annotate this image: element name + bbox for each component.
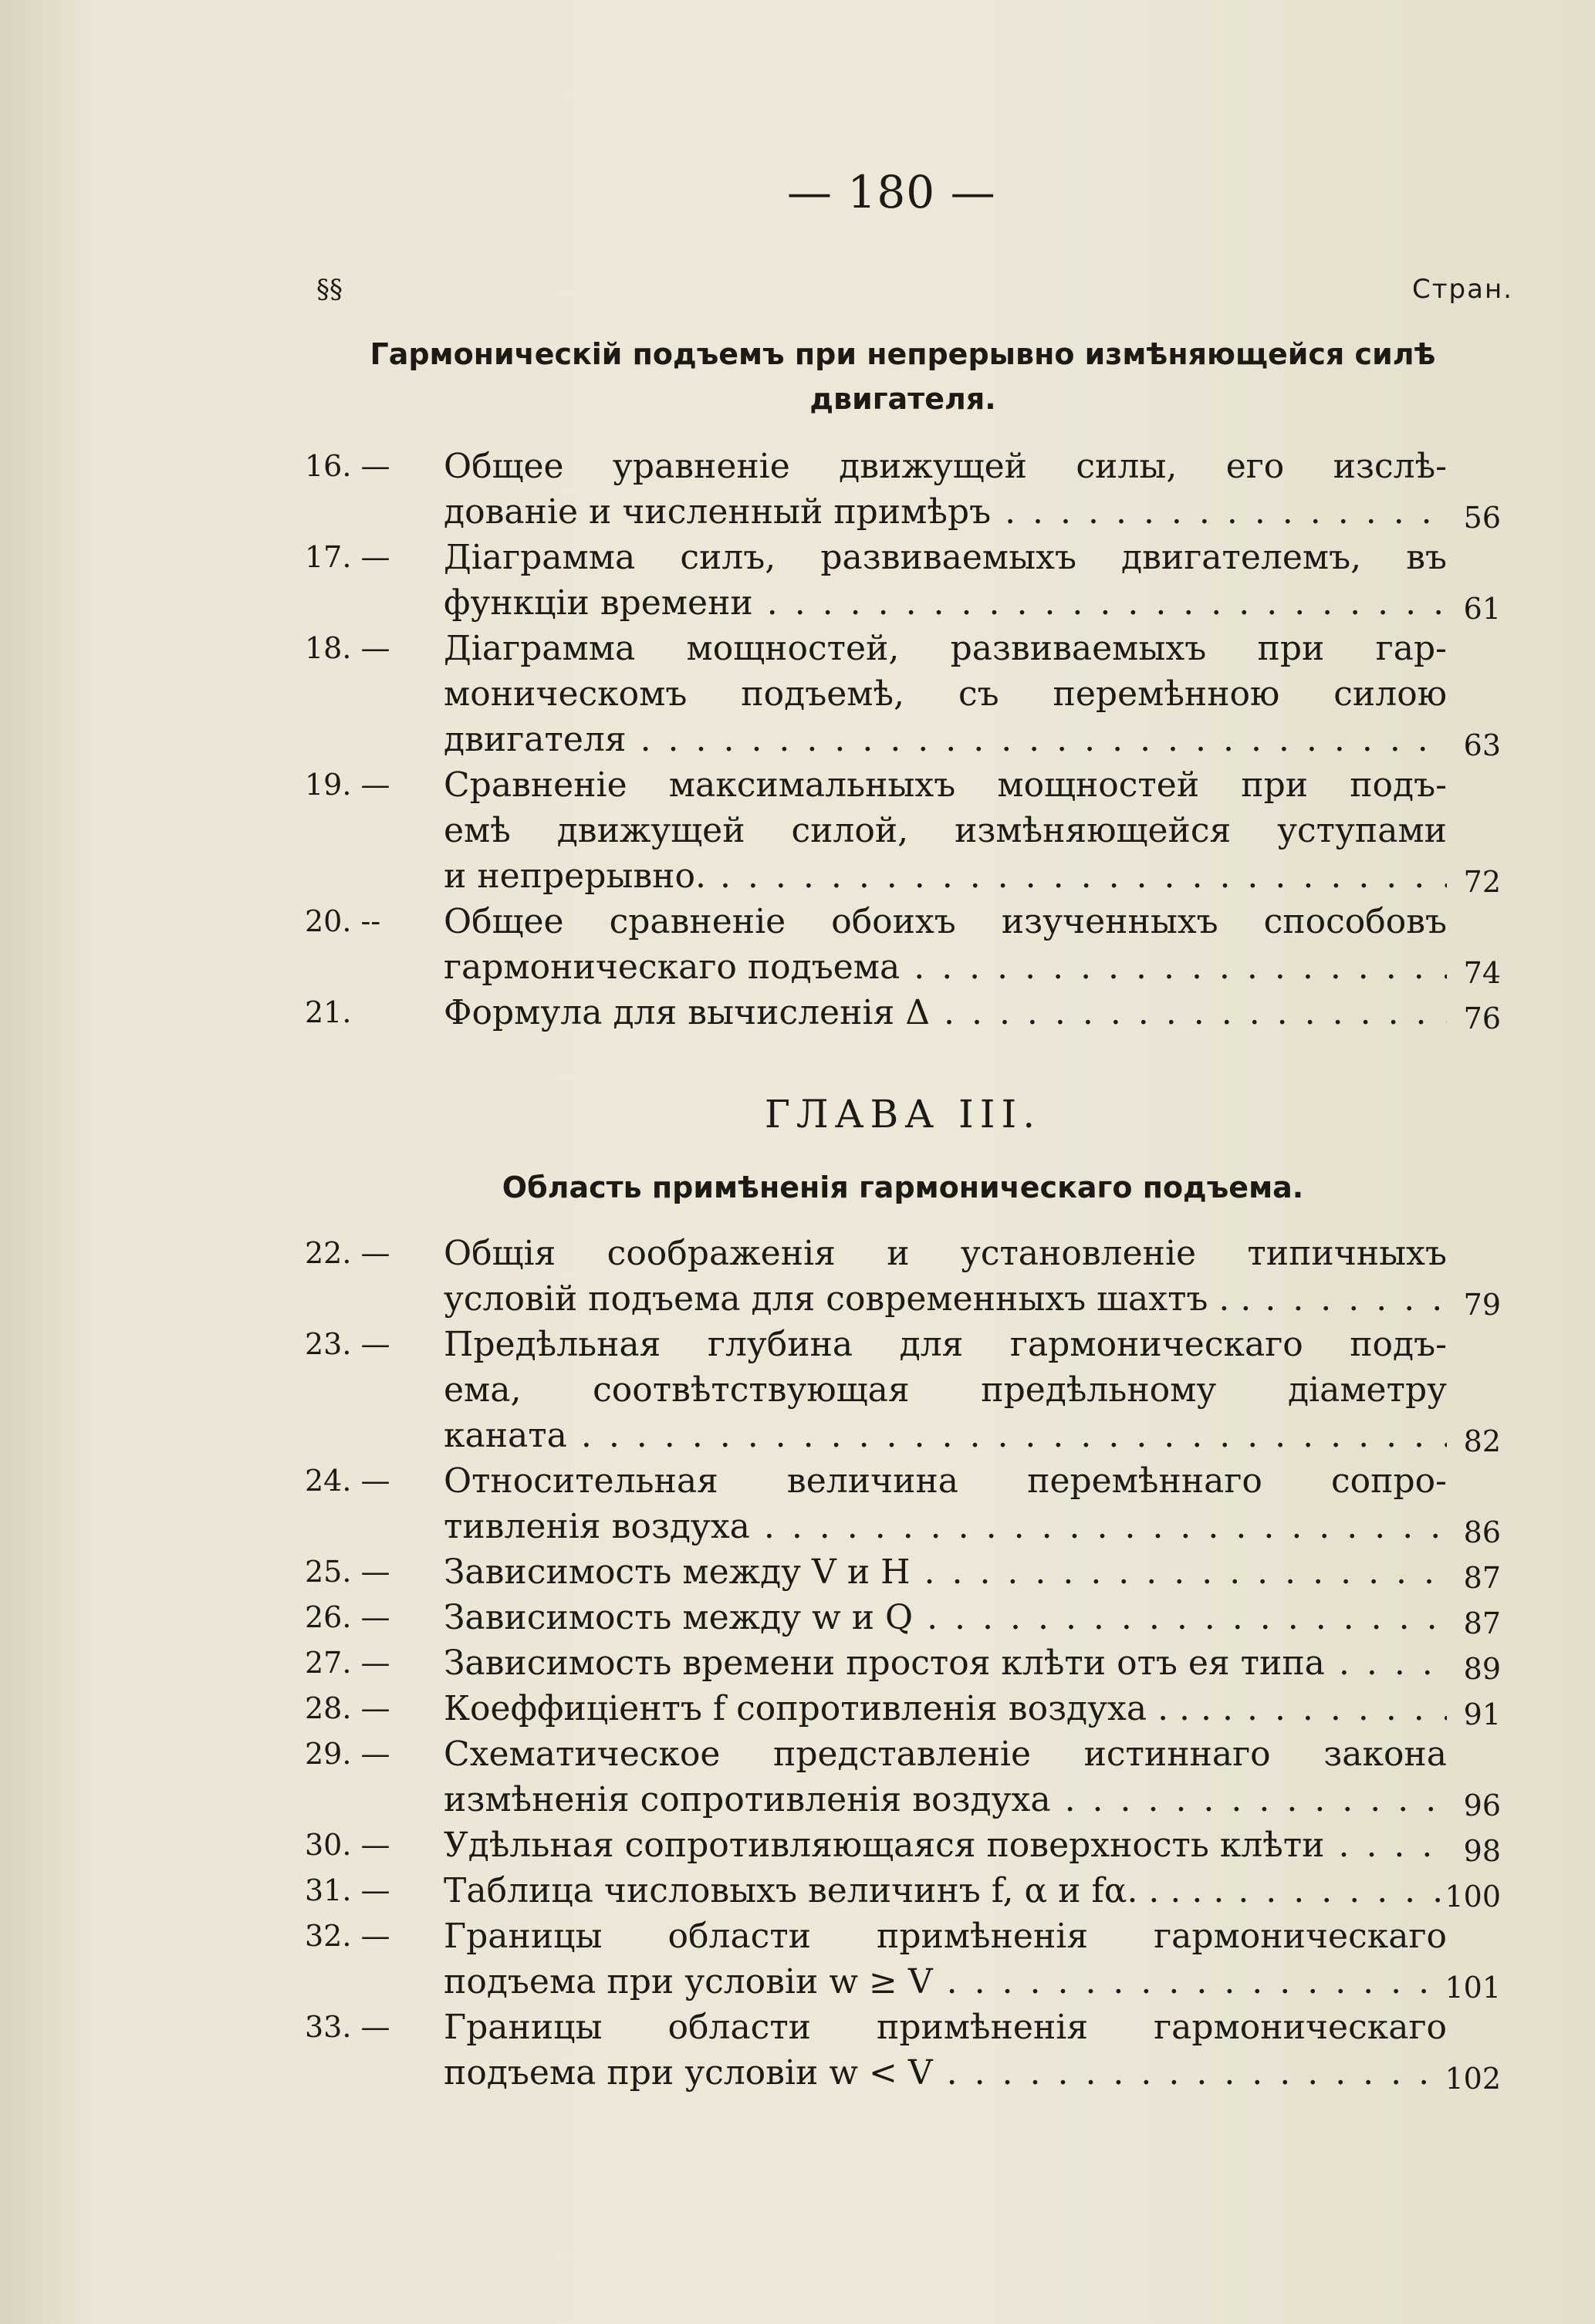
toc-entry-number: 23. — (305, 1327, 390, 1361)
toc-entry (305, 1868, 1509, 1914)
toc-entry-line: тивленія воздуха . . . (444, 1504, 1447, 1549)
toc-entry-number: 27. — (305, 1646, 390, 1680)
toc-entry-page: 63 (1463, 728, 1501, 762)
toc-entry-number: 33. — (305, 2010, 390, 2044)
toc-entry-number: 26. — (305, 1600, 390, 1634)
toc-entry-page: 56 (1463, 501, 1501, 535)
toc-entry (305, 1458, 1509, 1549)
toc-entry (305, 1549, 1509, 1595)
toc-entry-number: 20. -- (305, 904, 381, 938)
toc-entry (305, 535, 1509, 626)
toc-entry-line: Общія соображенія и установленіе типичныхъ (444, 1234, 1447, 1273)
toc-entry-number: 30. — (305, 1828, 390, 1862)
toc-entry-title (444, 1595, 1447, 1640)
toc-entry-title (444, 626, 1447, 762)
toc-entry-title (444, 990, 1447, 1035)
section-title: Область примѣненія гармоническаго подъема. (502, 1170, 1304, 1204)
toc-entry-line: каната . . . (444, 1413, 1447, 1458)
toc-entry-page: 89 (1463, 1652, 1501, 1686)
toc-entry-line: дованіе и численный примѣръ . . . (444, 489, 1447, 535)
toc-entry-number: 21. (305, 995, 352, 1029)
toc-entry-title (444, 1640, 1447, 1686)
toc-entry-line: Границы области примѣненія гармоническаго (444, 1917, 1447, 1956)
toc-entry-page: 61 (1463, 592, 1501, 626)
toc-entry-line: Общее уравненіе движущей силы, его изслѣ- (444, 447, 1447, 486)
section-title-line: двигателя. (809, 382, 996, 416)
toc-entry-number: 28. — (305, 1691, 390, 1725)
section-title (332, 332, 1474, 421)
toc-entry-line: Границы области примѣненія гармоническаго (444, 2008, 1447, 2047)
toc-entry-line: функціи времени . . . (444, 580, 1447, 626)
toc-entry-page: 102 (1445, 2062, 1501, 2096)
toc-entry-line: Предѣльная глубина для гармоническаго подъ- (444, 1325, 1447, 1364)
toc-entry-line: Формула для вычисленія Δ . . . (444, 990, 1447, 1035)
toc-entry-line: Общее сравненіе обоихъ изученныхъ способовъ (444, 902, 1447, 941)
toc-entry-title (444, 444, 1447, 535)
toc-entry-line: подъема при условіи w < V . . . (444, 2050, 1447, 2096)
chapter-title: ГЛАВА III. (764, 1092, 1042, 1137)
toc-entry-title (444, 1458, 1447, 1549)
toc-entry-page: 72 (1463, 865, 1501, 899)
toc-entry (305, 2005, 1509, 2096)
toc-entry-line: и непрерывно. . . . (444, 853, 1447, 899)
toc-entry (305, 1231, 1509, 1322)
toc-entry-line: Таблица числовыхъ величинъ f, α и fα. . . . . . . . (444, 1868, 1447, 1914)
toc-entry-number: 18. — (305, 631, 390, 665)
toc-entry-line: Сравненіе максимальныхъ мощностей при подъ- (444, 765, 1447, 805)
toc-entry-number: 17. — (305, 540, 390, 574)
toc-entry-page: 101 (1445, 1971, 1501, 2005)
toc-entry-line: подъема при условіи w ≥ V . . . (444, 1959, 1447, 2005)
toc-entry-number: 19. — (305, 768, 390, 802)
toc-entry-page: 76 (1463, 1002, 1501, 1035)
toc-entry-line: Коеффиціентъ f сопротивленія воздуха . . . . . . . (444, 1686, 1447, 1731)
toc-entry-title (444, 1914, 1447, 2005)
toc-entry-number: 25. — (305, 1555, 390, 1589)
toc-entry-number: 31. — (305, 1873, 390, 1907)
toc-entry-title (444, 1549, 1447, 1595)
toc-entry-page: 98 (1463, 1834, 1501, 1868)
toc-entry-title (444, 535, 1447, 626)
toc-entry-page: 86 (1463, 1515, 1501, 1549)
section-column-header: §§ (316, 274, 343, 305)
toc-entry (305, 626, 1509, 762)
toc-entry-title (444, 1822, 1447, 1868)
toc-entry-title (444, 899, 1447, 990)
toc-entry (305, 1640, 1509, 1686)
toc-entry-page: 100 (1445, 1880, 1501, 1914)
page-column-header: Стран. (1412, 274, 1513, 305)
toc-entry-page: 82 (1463, 1424, 1501, 1458)
toc-entry-number: 24. — (305, 1464, 390, 1498)
toc-entry-page: 91 (1463, 1697, 1501, 1731)
toc-entry-line: Діаграмма мощностей, развиваемыхъ при гар- (444, 629, 1447, 668)
toc-entry (305, 1731, 1509, 1822)
toc-entry (305, 1822, 1509, 1868)
toc-entry (305, 990, 1509, 1035)
toc-entry (305, 1322, 1509, 1458)
toc-entry-title (444, 1322, 1447, 1458)
toc-entry-line: условій подъема для современныхъ шахтъ . . . . . (444, 1276, 1447, 1322)
toc-entry-line: Діаграмма силъ, развиваемыхъ двигателемъ, въ (444, 538, 1447, 577)
toc-entry-page: 79 (1463, 1288, 1501, 1322)
toc-entry-title (444, 1231, 1447, 1322)
toc-entry (305, 899, 1509, 990)
toc-entry-number: 32. — (305, 1919, 390, 1953)
page-number: — 180 — (787, 166, 996, 218)
toc-entry (305, 1686, 1509, 1731)
toc-entry-title (444, 1868, 1447, 1914)
toc-entry-page: 87 (1463, 1606, 1501, 1640)
toc-entry-line: Зависимость между V и H . . . (444, 1549, 1447, 1595)
toc-entry-line: моническомъ подъемѣ, съ перемѣнною силою (444, 674, 1447, 714)
toc-entry-number: 16. — (305, 449, 390, 483)
toc-entry-number: 22. — (305, 1236, 390, 1270)
toc-entry (305, 1595, 1509, 1640)
toc-entry-line: емѣ движущей силой, измѣняющейся уступами (444, 811, 1447, 850)
toc-entry-line: гармоническаго подъема . . . (444, 944, 1447, 990)
toc-entry-number: 29. — (305, 1737, 390, 1771)
toc-entry-line: Зависимость времени простоя клѣти отъ ея типа . . . (444, 1640, 1447, 1686)
toc-entry-page: 96 (1463, 1789, 1501, 1822)
section-title-line: Гармоническій подъемъ при непрерывно измѣняющейся силѣ (370, 337, 1436, 371)
toc-entry-line: Схематическое представленіе истиннаго закона (444, 1735, 1447, 1774)
toc-entry-title (444, 1686, 1447, 1731)
toc-entry-page: 87 (1463, 1561, 1501, 1595)
toc-entry-line: Удѣльная сопротивляющаяся поверхность клѣти . . . (444, 1822, 1447, 1868)
toc-entry-line: Зависимость между w и Q . . . (444, 1595, 1447, 1640)
toc-entry-line: ема, соотвѣтствующая предѣльному діаметру (444, 1370, 1447, 1410)
toc-entry (305, 762, 1509, 899)
toc-entry-title (444, 2005, 1447, 2096)
toc-entry-line: двигателя . . . (444, 717, 1447, 762)
toc-entry-title (444, 762, 1447, 899)
toc-entry-title (444, 1731, 1447, 1822)
toc-entry-line: Относительная величина перемѣннаго сопро- (444, 1461, 1447, 1501)
toc-entry-page: 74 (1463, 956, 1501, 990)
toc-entry (305, 1914, 1509, 2005)
toc-entry-line: измѣненія сопротивленія воздуха . . . (444, 1777, 1447, 1822)
toc-entry (305, 444, 1509, 535)
